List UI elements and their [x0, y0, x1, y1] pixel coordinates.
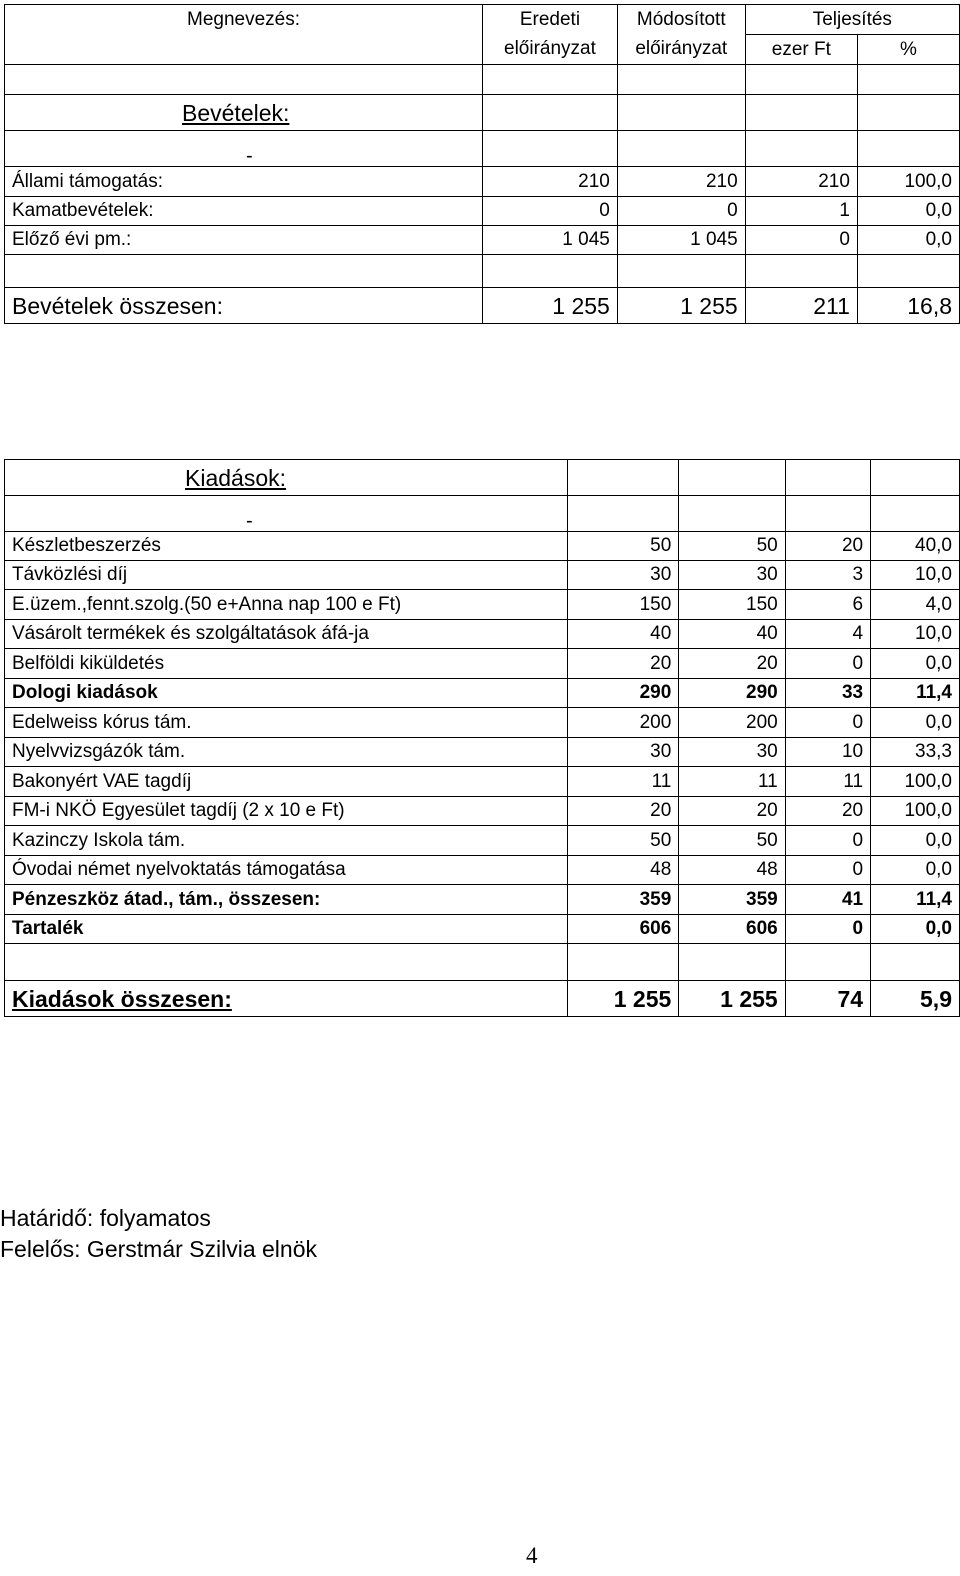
row-name: E.üzem.,fennt.szolg.(50 e+Anna nap 100 e Ft) — [5, 590, 568, 620]
row-original: 606 — [568, 915, 679, 944]
row-actual: 10 — [785, 738, 870, 767]
row-percent: 10,0 — [871, 620, 960, 649]
revenues-total-original: 1 255 — [483, 288, 618, 324]
row-name: Óvodai német nyelvoktatás támogatása — [5, 856, 568, 885]
row-modified: 606 — [679, 915, 785, 944]
row-name: Kamatbevételek: — [5, 197, 483, 226]
row-modified: 150 — [679, 590, 785, 620]
row-percent: 100,0 — [871, 767, 960, 797]
row-original: 20 — [568, 649, 679, 679]
table-row — [5, 708, 960, 738]
row-modified: 20 — [679, 797, 785, 826]
row-original: 11 — [568, 767, 679, 797]
row-actual: 210 — [745, 167, 857, 197]
revenue-table — [4, 4, 960, 324]
row-modified: 0 — [617, 197, 745, 226]
row-modified: 1 045 — [617, 226, 745, 255]
expenses-total-percent: 5,9 — [871, 981, 960, 1017]
row-percent: 40,0 — [871, 532, 960, 561]
row-percent: 0,0 — [871, 915, 960, 944]
row-percent: 100,0 — [871, 797, 960, 826]
row-modified: 30 — [679, 561, 785, 590]
row-original: 1 045 — [483, 226, 618, 255]
table-row — [5, 620, 960, 649]
row-modified: 11 — [679, 767, 785, 797]
row-original: 210 — [483, 167, 618, 197]
row-actual: 0 — [745, 226, 857, 255]
table-row — [5, 767, 960, 797]
expenses-total-actual: 74 — [785, 981, 870, 1017]
row-name: Pénzeszköz átad., tám., összesen: — [5, 885, 568, 915]
table-row — [5, 856, 960, 885]
row-modified: 30 — [679, 738, 785, 767]
row-original: 30 — [568, 738, 679, 767]
deadline-text: Határidő: folyamatos — [0, 1205, 211, 1231]
row-modified: 20 — [679, 649, 785, 679]
row-name: Vásárolt termékek és szolgáltatások áfá-ja — [5, 620, 568, 649]
row-percent: 4,0 — [871, 590, 960, 620]
original-column-subheader: előirányzat — [483, 35, 618, 65]
row-modified: 50 — [679, 532, 785, 561]
table-row — [5, 590, 960, 620]
modified-column-subheader: előirányzat — [617, 35, 745, 65]
row-name: Bakonyért VAE tagdíj — [5, 767, 568, 797]
row-actual: 33 — [785, 679, 870, 708]
row-percent: 0,0 — [871, 708, 960, 738]
completion-column-header: Teljesítés — [745, 5, 959, 35]
row-name: Kazinczy Iskola tám. — [5, 826, 568, 856]
expenses-section-dash: - — [5, 496, 568, 532]
table-row — [5, 167, 960, 197]
expenses-total-original: 1 255 — [568, 981, 679, 1017]
revenues-total-percent: 16,8 — [857, 288, 959, 324]
table-row — [5, 532, 960, 561]
row-original: 48 — [568, 856, 679, 885]
row-percent: 11,4 — [871, 679, 960, 708]
row-name: Dologi kiadások — [5, 679, 568, 708]
row-actual: 41 — [785, 885, 870, 915]
expenses-total-label: Kiadások összesen: — [5, 981, 568, 1017]
row-percent: 0,0 — [871, 856, 960, 885]
modified-column-header: Módosított — [617, 5, 745, 35]
percent-column-header: % — [857, 35, 959, 65]
row-percent: 33,3 — [871, 738, 960, 767]
row-name: Állami támogatás: — [5, 167, 483, 197]
table-row — [5, 197, 960, 226]
row-actual: 20 — [785, 532, 870, 561]
row-percent: 0,0 — [871, 826, 960, 856]
table-row — [5, 915, 960, 944]
row-percent: 10,0 — [871, 561, 960, 590]
row-original: 359 — [568, 885, 679, 915]
row-name: Készletbeszerzés — [5, 532, 568, 561]
row-percent: 100,0 — [857, 167, 959, 197]
row-actual: 0 — [785, 915, 870, 944]
row-modified: 359 — [679, 885, 785, 915]
row-name: Edelweiss kórus tám. — [5, 708, 568, 738]
table-row — [5, 679, 960, 708]
row-modified: 200 — [679, 708, 785, 738]
row-actual: 1 — [745, 197, 857, 226]
row-original: 50 — [568, 532, 679, 561]
row-name: FM-i NKÖ Egyesület tagdíj (2 x 10 e Ft) — [5, 797, 568, 826]
row-original: 200 — [568, 708, 679, 738]
row-percent: 0,0 — [857, 226, 959, 255]
header-spacer — [5, 35, 483, 65]
row-actual: 0 — [785, 826, 870, 856]
original-column-header: Eredeti — [483, 5, 618, 35]
row-modified: 210 — [617, 167, 745, 197]
table-row — [5, 826, 960, 856]
row-original: 50 — [568, 826, 679, 856]
page-number: 4 — [526, 1543, 538, 1568]
table-row — [5, 226, 960, 255]
expenses-total-modified: 1 255 — [679, 981, 785, 1017]
row-actual: 20 — [785, 797, 870, 826]
row-name: Belföldi kiküldetés — [5, 649, 568, 679]
row-actual: 0 — [785, 856, 870, 885]
table-row — [5, 797, 960, 826]
revenues-total-label: Bevételek összesen: — [5, 288, 483, 324]
row-original: 0 — [483, 197, 618, 226]
table-row — [5, 649, 960, 679]
expense-table — [4, 459, 960, 1017]
row-actual: 3 — [785, 561, 870, 590]
row-name: Távközlési díj — [5, 561, 568, 590]
name-column-header: Megnevezés: — [5, 5, 483, 35]
row-modified: 50 — [679, 826, 785, 856]
row-modified: 48 — [679, 856, 785, 885]
row-original: 20 — [568, 797, 679, 826]
row-actual: 11 — [785, 767, 870, 797]
revenues-total-modified: 1 255 — [617, 288, 745, 324]
row-actual: 0 — [785, 649, 870, 679]
expenses-total-row — [5, 981, 960, 1017]
expenses-section-title: Kiadások: — [5, 460, 568, 496]
row-name: Előző évi pm.: — [5, 226, 483, 255]
responsible-text: Felelős: Gerstmár Szilvia elnök — [0, 1236, 317, 1262]
row-modified: 40 — [679, 620, 785, 649]
row-original: 30 — [568, 561, 679, 590]
row-name: Tartalék — [5, 915, 568, 944]
table-row — [5, 561, 960, 590]
row-actual: 4 — [785, 620, 870, 649]
row-actual: 6 — [785, 590, 870, 620]
revenues-total-actual: 211 — [745, 288, 857, 324]
table-row — [5, 885, 960, 915]
row-actual: 0 — [785, 708, 870, 738]
thousand-ft-column-header: ezer Ft — [745, 35, 857, 65]
row-original: 40 — [568, 620, 679, 649]
revenues-section-dash: - — [5, 131, 483, 167]
row-percent: 0,0 — [871, 649, 960, 679]
row-percent: 0,0 — [857, 197, 959, 226]
row-original: 150 — [568, 590, 679, 620]
row-original: 290 — [568, 679, 679, 708]
table-row — [5, 738, 960, 767]
row-name: Nyelvvizsgázók tám. — [5, 738, 568, 767]
revenues-total-row — [5, 288, 960, 324]
row-percent: 11,4 — [871, 885, 960, 915]
row-modified: 290 — [679, 679, 785, 708]
revenues-section-title: Bevételek: — [5, 95, 483, 131]
